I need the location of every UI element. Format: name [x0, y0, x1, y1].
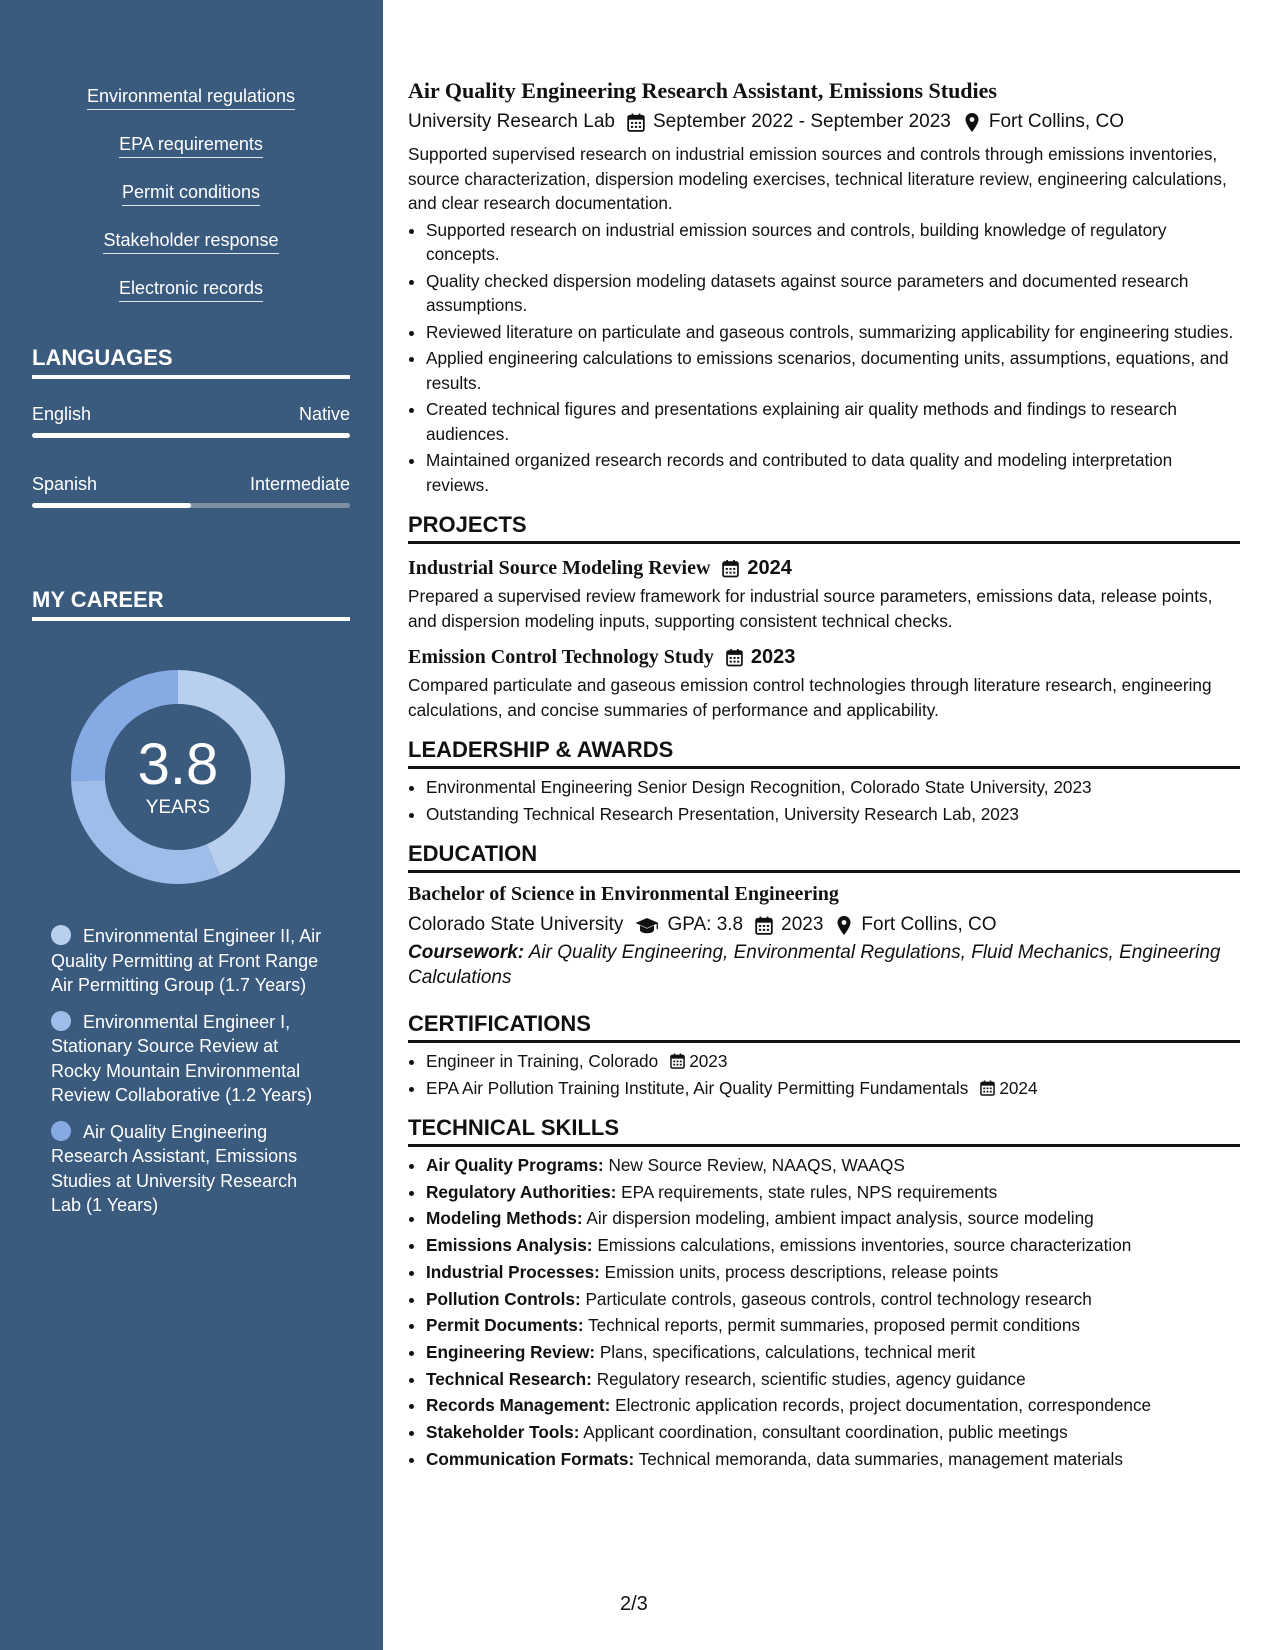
skill-category: Pollution Controls:	[426, 1288, 581, 1309]
skill-category: Stakeholder Tools:	[426, 1422, 580, 1443]
skill-values: Plans, specifications, calculations, technical merit	[599, 1341, 976, 1362]
calendar-icon	[726, 648, 743, 667]
skill-values: Technical memoranda, data summaries, management materials	[638, 1448, 1123, 1469]
job-bullets	[408, 218, 1240, 498]
languages-heading: LANGUAGES	[32, 345, 350, 379]
career-dot-icon	[51, 1121, 71, 1141]
education-meta	[408, 911, 1240, 939]
project-desc: Compared particulate and gaseous emission control technologies through literature research, engineering calculations, and concise summaries of performance and applicability.	[408, 675, 1212, 720]
skill-label: Electronic records	[119, 278, 263, 302]
calendar-icon	[670, 1053, 685, 1069]
list-item: • Created technical figures and presentations explaining air quality methods and findings to research audiences.	[426, 397, 1240, 446]
job-org: University Research Lab	[408, 111, 615, 132]
skill-values: Electronic application records, project documentation, correspondence	[615, 1395, 1152, 1416]
career-item	[51, 1120, 331, 1218]
list-item: • Reviewed literature on particulate and gaseous controls, summarizing applicability for engineering studies.	[426, 320, 1240, 345]
coursework-label: Coursework:	[408, 942, 525, 963]
list-item: • Outstanding Technical Research Presentation, University Research Lab, 2023	[426, 802, 1240, 827]
main-content	[408, 76, 1240, 1473]
list-item	[426, 1049, 1240, 1074]
skill-item	[32, 134, 350, 158]
language-name: English	[32, 404, 92, 424]
skills-list	[32, 86, 350, 326]
project-title	[408, 643, 1240, 671]
technical-skills-heading: TECHNICAL SKILLS	[408, 1114, 1240, 1147]
project-name: Emission Control Technology Study	[408, 646, 714, 668]
job-dates: September 2022 - September 2023	[652, 111, 951, 132]
awards-heading: LEADERSHIP & AWARDS	[408, 736, 1240, 769]
cert-year: 2023	[689, 1051, 728, 1071]
skill-values: New Source Review, NAAQS, WAAQS	[608, 1155, 905, 1175]
skill-item	[32, 278, 350, 302]
technical-skills-list	[408, 1153, 1240, 1472]
coursework	[408, 941, 1240, 990]
skill-category: Records Management:	[426, 1395, 611, 1416]
list-item	[426, 1287, 1240, 1313]
career-item-text: Environmental Engineer II, Air Quality Permitting at Front Range Air Permitting Group (1.7 Years)	[51, 926, 322, 995]
career-list	[51, 924, 331, 1230]
skill-category: Communication Formats:	[426, 1448, 635, 1469]
list-item: • Supported research on industrial emission sources and controls, building knowledge of regulatory concepts.	[426, 218, 1240, 267]
calendar-icon	[722, 559, 739, 578]
list-item	[426, 1447, 1240, 1473]
graduation-cap-icon	[635, 917, 659, 934]
language-level: Native	[298, 404, 350, 424]
skill-label: Environmental regulations	[87, 86, 295, 110]
page-number: 2/3	[620, 1593, 648, 1615]
skill-values: Emissions calculations, emissions inventories, source characterization	[597, 1235, 1132, 1256]
job-summary: Supported supervised research on industrial emission sources and controls through emissions inventories, source characterization, dispersion modeling exercises, technical literature review, engineering calculations, and clear research documentation.	[408, 144, 1227, 213]
skill-category: Regulatory Authorities:	[426, 1181, 617, 1202]
list-item	[426, 1180, 1240, 1206]
skill-category: Technical Research:	[426, 1368, 592, 1389]
list-item	[426, 1367, 1240, 1393]
language-bar	[32, 503, 350, 508]
skill-label: Stakeholder response	[103, 230, 278, 254]
skill-values: Applicant coordination, consultant coordination, public meetings	[583, 1422, 1068, 1443]
skill-values: EPA requirements, state rules, NPS requirements	[621, 1181, 998, 1202]
school-name: Colorado State University	[408, 914, 624, 935]
skill-label: Permit conditions	[122, 182, 260, 206]
project-year: 2024	[747, 557, 792, 579]
sidebar	[0, 0, 383, 1650]
list-item	[426, 1420, 1240, 1446]
project-desc: Prepared a supervised review framework for industrial source parameters, emissions data, release points, and dispersion modeling inputs, supporting consistent technical checks.	[408, 586, 1213, 631]
awards-list	[408, 775, 1240, 826]
calendar-icon	[627, 113, 645, 132]
career-item-text: Environmental Engineer I, Stationary Source Review at Rocky Mountain Environmental Review Collaborative (1.2 Years)	[51, 1011, 313, 1105]
skill-values: Emission units, process descriptions, release points	[604, 1261, 999, 1282]
career-item	[51, 1010, 331, 1108]
projects-heading: PROJECTS	[408, 511, 1240, 544]
project-year: 2023	[750, 646, 796, 668]
language-row	[32, 474, 350, 495]
skill-values: Technical reports, permit summaries, proposed permit conditions	[588, 1315, 1081, 1336]
skill-category: Permit Documents:	[426, 1315, 584, 1336]
skill-values: Air dispersion modeling, ambient impact analysis, source modeling	[586, 1208, 1094, 1229]
job-meta	[408, 108, 1240, 136]
language-bar	[32, 433, 350, 438]
certifications-heading: CERTIFICATIONS	[408, 1010, 1240, 1043]
graduation-year: 2023	[781, 914, 824, 935]
list-item	[426, 1233, 1240, 1259]
cert-name: • EPA Air Pollution Training Institute, Air Quality Permitting Fundamentals	[426, 1077, 969, 1098]
skill-values: Particulate controls, gaseous controls, control technology research	[585, 1288, 1092, 1309]
career-dot-icon	[51, 925, 71, 945]
skill-values: Regulatory research, scientific studies, agency guidance	[596, 1368, 1026, 1389]
list-item	[426, 1206, 1240, 1232]
project-name: Industrial Source Modeling Review	[408, 557, 711, 579]
list-item	[426, 1260, 1240, 1286]
skill-category: Industrial Processes:	[426, 1261, 600, 1282]
school-location: Fort Collins, CO	[861, 914, 997, 935]
list-item: • Environmental Engineering Senior Design Recognition, Colorado State University, 2023	[426, 775, 1240, 800]
skill-item	[32, 182, 350, 206]
list-item: • Quality checked dispersion modeling datasets against source parameters and documented research assumptions.	[426, 269, 1240, 318]
career-item	[51, 924, 331, 998]
location-pin-icon	[963, 113, 981, 132]
certifications-list	[408, 1049, 1240, 1100]
cert-name: • Engineer in Training, Colorado	[426, 1051, 659, 1071]
skill-item	[32, 230, 350, 254]
career-item-text: Air Quality Engineering Research Assistant, Emissions Studies at University Research Lab (1 Years)	[51, 1121, 298, 1215]
calendar-icon	[980, 1080, 995, 1096]
skill-category: Air Quality Programs:	[426, 1155, 604, 1175]
list-item: • Applied engineering calculations to emissions scenarios, documenting units, assumptions, equations, and results.	[426, 346, 1240, 395]
skill-category: Emissions Analysis:	[426, 1235, 593, 1256]
coursework-list: Air Quality Engineering, Environmental Regulations, Fluid Mechanics, Engineering Calculations	[408, 942, 1221, 988]
language-level: Intermediate	[249, 474, 350, 494]
list-item	[426, 1340, 1240, 1366]
list-item	[426, 1393, 1240, 1419]
gpa: GPA: 3.8	[667, 914, 744, 935]
language-name: Spanish	[32, 474, 98, 494]
skill-label: EPA requirements	[119, 134, 263, 158]
skill-item	[32, 86, 350, 110]
list-item	[426, 1076, 1240, 1101]
career-total-years: 3.8	[137, 732, 219, 797]
degree-title: Bachelor of Science in Environmental Engineering	[408, 883, 839, 905]
cert-year: 2024	[999, 1077, 1038, 1098]
language-bar-fill	[32, 433, 350, 438]
project-title	[408, 554, 1240, 582]
donut-center	[65, 664, 291, 890]
career-total-unit: YEARS	[145, 797, 211, 818]
list-item	[426, 1153, 1240, 1179]
career-donut-chart	[65, 664, 291, 890]
language-bar-fill	[32, 503, 191, 508]
career-heading: MY CAREER	[32, 587, 350, 621]
skill-category: Modeling Methods:	[426, 1208, 583, 1229]
job-location: Fort Collins, CO	[988, 111, 1124, 132]
language-row	[32, 404, 350, 425]
career-dot-icon	[51, 1011, 71, 1031]
education-heading: EDUCATION	[408, 840, 1240, 873]
location-pin-icon	[835, 916, 853, 935]
skill-category: Engineering Review:	[426, 1341, 596, 1362]
list-item: • Maintained organized research records and contributed to data quality and modeling interpretation reviews.	[426, 448, 1240, 497]
calendar-icon	[755, 916, 773, 935]
list-item	[426, 1313, 1240, 1339]
job-title: Air Quality Engineering Research Assistant, Emissions Studies	[408, 78, 997, 103]
